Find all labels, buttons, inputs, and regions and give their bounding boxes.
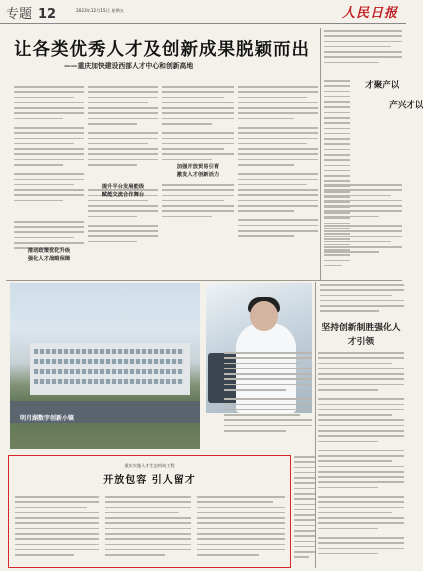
side-column-text-bottom <box>324 184 402 280</box>
boxed-column-2 <box>105 496 191 564</box>
lead-subhead-3: 加强开放贸易引育 激发人才创新活力 <box>176 164 220 178</box>
lead-column-3 <box>162 86 234 276</box>
side-title-line-2: 以才兴产 <box>387 100 423 112</box>
issue-date: 2023年12月15日 星期五 <box>76 8 124 13</box>
column-rule <box>320 28 321 280</box>
building-sign: 明月湖数字创新小镇 <box>20 415 75 422</box>
right-column-text-3 <box>294 456 316 568</box>
lead-headline: 让各类优秀人才及创新成果脱颖而出 <box>14 40 310 60</box>
right-column-text-1 <box>224 352 312 450</box>
photo-innovation-town <box>10 283 200 449</box>
section-label: 专题 12 <box>6 7 57 22</box>
lead-subhead-1: 推动政策优化升级 强化人才战略保障 <box>27 248 71 262</box>
page-number: 12 <box>38 7 57 22</box>
boxed-column-1 <box>15 496 99 564</box>
lead-subhead-2: 提升平台发展能级 赋能交流合作舞台 <box>101 184 145 198</box>
lead-column-2 <box>88 86 158 276</box>
right-column-text-top <box>320 284 404 318</box>
newspaper-logo: 人民日报 <box>341 6 398 21</box>
side-title-line-1: 以产聚才 <box>363 80 399 92</box>
right-article-title: 坚持创新制胜强化人才引领 <box>321 323 401 347</box>
lead-column-4 <box>238 86 318 281</box>
boxed-article <box>8 455 291 568</box>
boxed-title: 开放包容 引人留才 <box>103 475 196 486</box>
side-column-text-top <box>324 30 402 76</box>
section-rule <box>6 280 402 281</box>
boxed-kicker: 重庆实施人才生态构筑工程 <box>124 463 175 468</box>
boxed-column-3 <box>197 496 285 564</box>
lead-subheadline: ——重庆加快建设西部人才中心和创新高地 <box>64 62 194 70</box>
right-column-text-2 <box>318 352 404 568</box>
column-rule <box>315 282 316 568</box>
page-header <box>0 0 406 24</box>
